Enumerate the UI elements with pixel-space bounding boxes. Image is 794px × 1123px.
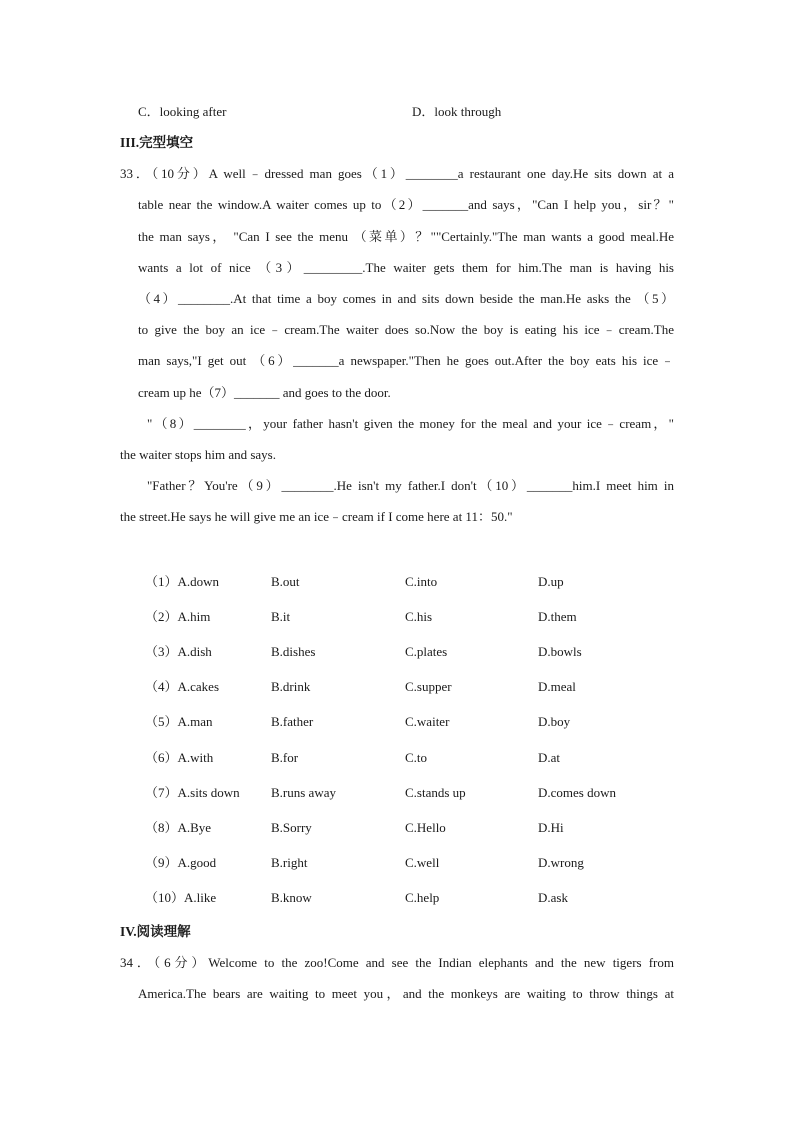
option-a: （1）A.down (145, 574, 220, 589)
option-d: D.at (538, 750, 561, 765)
option-row (145, 608, 705, 626)
passage-line: man says,"I get out （6）_______a newspaper."Then he goes out.After the boy eats his ice﹣ (138, 353, 674, 368)
option-c: C.to (405, 750, 428, 765)
option-c: C.supper (405, 679, 452, 694)
passage-line: "（8）________，your father hasn't given the money for the meal and your ice﹣cream，" (147, 416, 674, 431)
option-b: B.drink (271, 679, 311, 694)
option-a: （9）A.good (145, 855, 217, 870)
option-b: B.Sorry (271, 820, 312, 835)
passage-line: the street.He says he will give me an ice﹣cream if I come here at 11：50." (120, 509, 513, 524)
option-d: D.comes down (538, 785, 616, 800)
option-c-prev: C．looking after (138, 104, 227, 119)
option-a: （5）A.man (145, 714, 213, 729)
option-a: （10）A.like (145, 890, 217, 905)
option-a: （7）A.sits down (145, 785, 240, 800)
option-d: D.bowls (538, 644, 582, 659)
option-b: B.it (271, 609, 291, 624)
passage-line: table near the window.A waiter comes up to（2）_______and says，"Can I help you，sir？" (138, 197, 674, 212)
passage-line: "Father？You're（9）________.He isn't my father.I don't（10）_______him.I meet him in (147, 478, 674, 493)
option-d: D.up (538, 574, 564, 589)
option-d: D.Hi (538, 820, 564, 835)
option-b: B.right (271, 855, 308, 870)
option-b: B.runs away (271, 785, 336, 800)
section-4-heading: IV.阅读理解 (120, 924, 191, 939)
option-c: C.his (405, 609, 433, 624)
passage-line: （4）________.At that time a boy comes in and sits down beside the man.He asks the （5） (138, 291, 674, 306)
option-c: C.Hello (405, 820, 446, 835)
passage-line: the waiter stops him and says. (120, 447, 276, 462)
option-row (145, 784, 705, 802)
option-row (145, 678, 705, 696)
option-b: B.know (271, 890, 312, 905)
option-row (145, 573, 705, 591)
option-a: （2）A.him (145, 609, 211, 624)
option-d: D.meal (538, 679, 576, 694)
option-a: （3）A.dish (145, 644, 212, 659)
passage-line: America.The bears are waiting to meet you，and the monkeys are waiting to throw things at (138, 986, 674, 1001)
option-row (145, 854, 705, 872)
option-row (145, 819, 705, 837)
option-row (145, 749, 705, 767)
option-a: （6）A.with (145, 750, 214, 765)
option-c: C.into (405, 574, 438, 589)
option-c: C.stands up (405, 785, 466, 800)
passage-line: cream up he（7）_______ and goes to the door. (138, 385, 391, 400)
option-c: C.help (405, 890, 440, 905)
option-d: D.them (538, 609, 577, 624)
option-c: C.waiter (405, 714, 450, 729)
option-row (145, 889, 705, 907)
passage-line: to give the boy an ice﹣cream.The waiter does so.Now the boy is eating his ice﹣cream.The (138, 322, 674, 337)
option-b: B.dishes (271, 644, 316, 659)
passage-line: 34．（6分）Welcome to the zoo!Come and see the Indian elephants and the new tigers from (120, 955, 674, 970)
option-b: B.father (271, 714, 314, 729)
option-d: D.ask (538, 890, 568, 905)
option-row (145, 643, 705, 661)
passage-line: 33．（10分）A well﹣dressed man goes（1）________a restaurant one day.He sits down at a (120, 166, 674, 181)
option-a: （4）A.cakes (145, 679, 220, 694)
option-row (145, 713, 705, 731)
option-d: D.boy (538, 714, 571, 729)
option-c: C.well (405, 855, 440, 870)
option-d: D.wrong (538, 855, 584, 870)
option-d-prev: D．look through (412, 104, 502, 119)
option-a: （8）A.Bye (145, 820, 212, 835)
section-3-heading: III.完型填空 (120, 135, 194, 150)
option-b: B.out (271, 574, 300, 589)
option-c: C.plates (405, 644, 448, 659)
passage-line: the man says， "Can I see the menu （菜单）？""Certainly."The man wants a good meal.He (138, 229, 674, 244)
passage-line: wants a lot of nice （3）_________.The waiter gets them for him.The man is having his (138, 260, 674, 275)
option-b: B.for (271, 750, 299, 765)
